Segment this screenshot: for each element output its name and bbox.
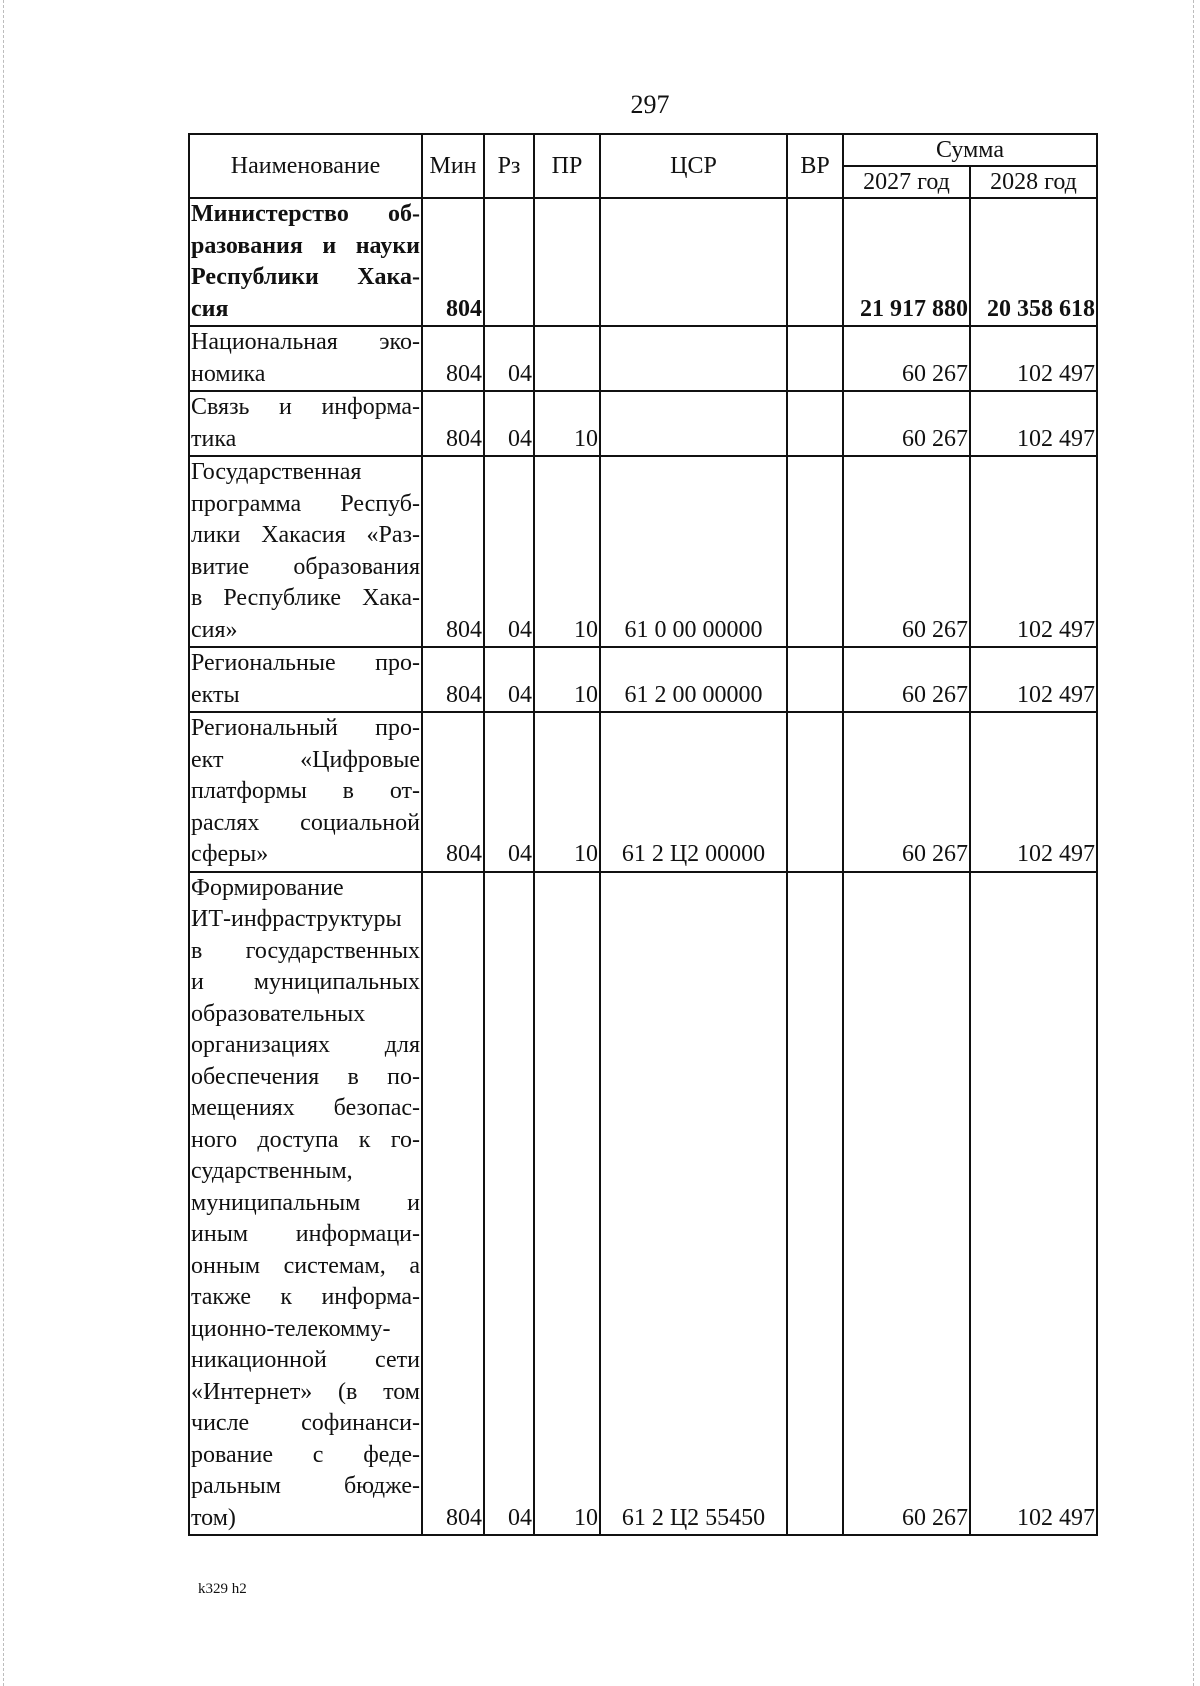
row-name-line: Региональные про- bbox=[191, 650, 420, 676]
cell-sum-2027: 60 267 bbox=[843, 647, 970, 712]
row-name-line: Государственная bbox=[191, 459, 362, 485]
row-name-line: Республики Хака- bbox=[191, 264, 420, 290]
cell-csr: 61 0 00 00000 bbox=[600, 456, 787, 647]
table-row bbox=[189, 326, 1097, 391]
header-year-2027: 2027 год bbox=[843, 166, 970, 198]
cell-min: 804 bbox=[422, 872, 484, 1536]
row-name-line: «Интернет» (в том bbox=[191, 1378, 420, 1405]
row-name-line: разования и науки bbox=[191, 232, 420, 259]
cell-sum-2027: 21 917 880 bbox=[843, 198, 970, 326]
row-name bbox=[189, 647, 422, 712]
row-name bbox=[189, 712, 422, 872]
row-name-line: раслях социальной bbox=[191, 809, 420, 836]
row-name-line: сферы» bbox=[191, 841, 269, 867]
row-name-line: также к информа- bbox=[191, 1284, 420, 1310]
table-body bbox=[189, 198, 1097, 1535]
cell-sum-2027: 60 267 bbox=[843, 326, 970, 391]
row-name-line: муниципальным и bbox=[191, 1189, 420, 1216]
row-name-line: образовательных bbox=[191, 1000, 366, 1027]
row-name-line: Формирование bbox=[191, 874, 344, 901]
cell-pr: 10 bbox=[534, 456, 600, 647]
row-name-line: ционно-телекомму- bbox=[191, 1315, 391, 1342]
cell-sum-2028: 102 497 bbox=[970, 872, 1097, 1536]
footer-code: k329 h2 bbox=[198, 1581, 247, 1597]
row-name-line: в государственных bbox=[191, 937, 420, 964]
row-name bbox=[189, 326, 422, 391]
cell-pr bbox=[534, 198, 600, 326]
cell-csr: 61 2 00 00000 bbox=[600, 647, 787, 712]
header-pr: ПР bbox=[534, 134, 600, 198]
row-name-line: программа Респуб- bbox=[191, 490, 420, 517]
cell-vr bbox=[787, 326, 843, 391]
row-name-line: номика bbox=[191, 360, 266, 387]
cell-rz bbox=[484, 198, 534, 326]
header-rz: Рз bbox=[484, 134, 534, 198]
row-name bbox=[189, 198, 422, 326]
row-name-line: никационной сети bbox=[191, 1347, 420, 1373]
header-min: Мин bbox=[422, 134, 484, 198]
cell-sum-2028: 20 358 618 bbox=[970, 198, 1097, 326]
row-name-line: екты bbox=[191, 681, 240, 708]
header-sum: Сумма bbox=[843, 134, 1097, 166]
cell-vr bbox=[787, 456, 843, 647]
row-name-line: ИТ-инфраструктуры bbox=[191, 906, 402, 932]
cell-pr: 10 bbox=[534, 872, 600, 1536]
cell-csr bbox=[600, 326, 787, 391]
table-row bbox=[189, 712, 1097, 872]
cell-pr: 10 bbox=[534, 391, 600, 456]
cell-csr bbox=[600, 198, 787, 326]
row-name-line: сия bbox=[191, 295, 229, 322]
row-name-line: ект «Цифровые bbox=[191, 746, 420, 773]
row-name bbox=[189, 391, 422, 456]
cell-sum-2028: 102 497 bbox=[970, 712, 1097, 872]
row-name-line: сия» bbox=[191, 616, 238, 643]
cell-vr bbox=[787, 647, 843, 712]
row-name-line: Министерство об- bbox=[191, 201, 420, 227]
row-name-line: платформы в от- bbox=[191, 778, 420, 804]
cell-csr: 61 2 Ц2 55450 bbox=[600, 872, 787, 1536]
cell-rz: 04 bbox=[484, 712, 534, 872]
cell-min: 804 bbox=[422, 647, 484, 712]
header-year-2028: 2028 год bbox=[970, 166, 1097, 198]
header-name: Наименование bbox=[189, 134, 422, 198]
row-name-line: Национальная эко- bbox=[191, 329, 420, 355]
header-csr: ЦСР bbox=[600, 134, 787, 198]
cell-csr: 61 2 Ц2 00000 bbox=[600, 712, 787, 872]
cell-sum-2028: 102 497 bbox=[970, 326, 1097, 391]
cell-min: 804 bbox=[422, 326, 484, 391]
cell-pr bbox=[534, 326, 600, 391]
cell-rz: 04 bbox=[484, 647, 534, 712]
cell-min: 804 bbox=[422, 198, 484, 326]
table-row bbox=[189, 872, 1097, 1536]
table-row bbox=[189, 198, 1097, 326]
row-name-line: рование с феде- bbox=[191, 1441, 420, 1468]
row-name-line: витие образования bbox=[191, 553, 420, 580]
row-name-line: онным системам, а bbox=[191, 1252, 420, 1279]
row-name-line: иным информаци- bbox=[191, 1221, 420, 1247]
cell-rz: 04 bbox=[484, 872, 534, 1536]
scan-edge-left bbox=[3, 0, 4, 1686]
row-name-line: числе софинанси- bbox=[191, 1410, 420, 1436]
scan-edge-right bbox=[1193, 0, 1194, 1686]
row-name-line: тика bbox=[191, 425, 237, 452]
cell-pr: 10 bbox=[534, 712, 600, 872]
cell-vr bbox=[787, 198, 843, 326]
row-name-line: ного доступа к го- bbox=[191, 1126, 420, 1153]
cell-pr: 10 bbox=[534, 647, 600, 712]
row-name-line: Связь и информа- bbox=[191, 394, 420, 420]
cell-sum-2027: 60 267 bbox=[843, 391, 970, 456]
cell-sum-2027: 60 267 bbox=[843, 712, 970, 872]
page-number: 297 bbox=[630, 90, 670, 119]
row-name bbox=[189, 456, 422, 647]
row-name-line: организациях для bbox=[191, 1032, 420, 1058]
table-header bbox=[189, 134, 1097, 198]
row-name-line: лики Хакасия «Раз- bbox=[191, 522, 420, 548]
row-name bbox=[189, 872, 422, 1536]
cell-sum-2028: 102 497 bbox=[970, 391, 1097, 456]
cell-sum-2027: 60 267 bbox=[843, 872, 970, 1536]
cell-vr bbox=[787, 712, 843, 872]
row-name-line: том) bbox=[191, 1504, 236, 1531]
cell-vr bbox=[787, 391, 843, 456]
row-name-line: и муниципальных bbox=[191, 969, 420, 995]
row-name-line: сударственным, bbox=[191, 1158, 353, 1184]
table-row bbox=[189, 391, 1097, 456]
row-name-line: в Республике Хака- bbox=[191, 585, 420, 611]
cell-min: 804 bbox=[422, 456, 484, 647]
cell-sum-2028: 102 497 bbox=[970, 456, 1097, 647]
table-row bbox=[189, 456, 1097, 647]
cell-rz: 04 bbox=[484, 391, 534, 456]
cell-rz: 04 bbox=[484, 456, 534, 647]
header-vr: ВР bbox=[787, 134, 843, 198]
cell-min: 804 bbox=[422, 391, 484, 456]
row-name-line: мещениях безопас- bbox=[191, 1095, 420, 1121]
budget-table bbox=[188, 133, 1098, 1536]
row-name-line: обеспечения в по- bbox=[191, 1063, 420, 1090]
cell-min: 804 bbox=[422, 712, 484, 872]
table-row bbox=[189, 647, 1097, 712]
cell-sum-2027: 60 267 bbox=[843, 456, 970, 647]
cell-vr bbox=[787, 872, 843, 1536]
cell-csr bbox=[600, 391, 787, 456]
row-name-line: ральным бюдже- bbox=[191, 1473, 420, 1499]
row-name-line: Региональный про- bbox=[191, 715, 420, 741]
cell-rz: 04 bbox=[484, 326, 534, 391]
cell-sum-2028: 102 497 bbox=[970, 647, 1097, 712]
